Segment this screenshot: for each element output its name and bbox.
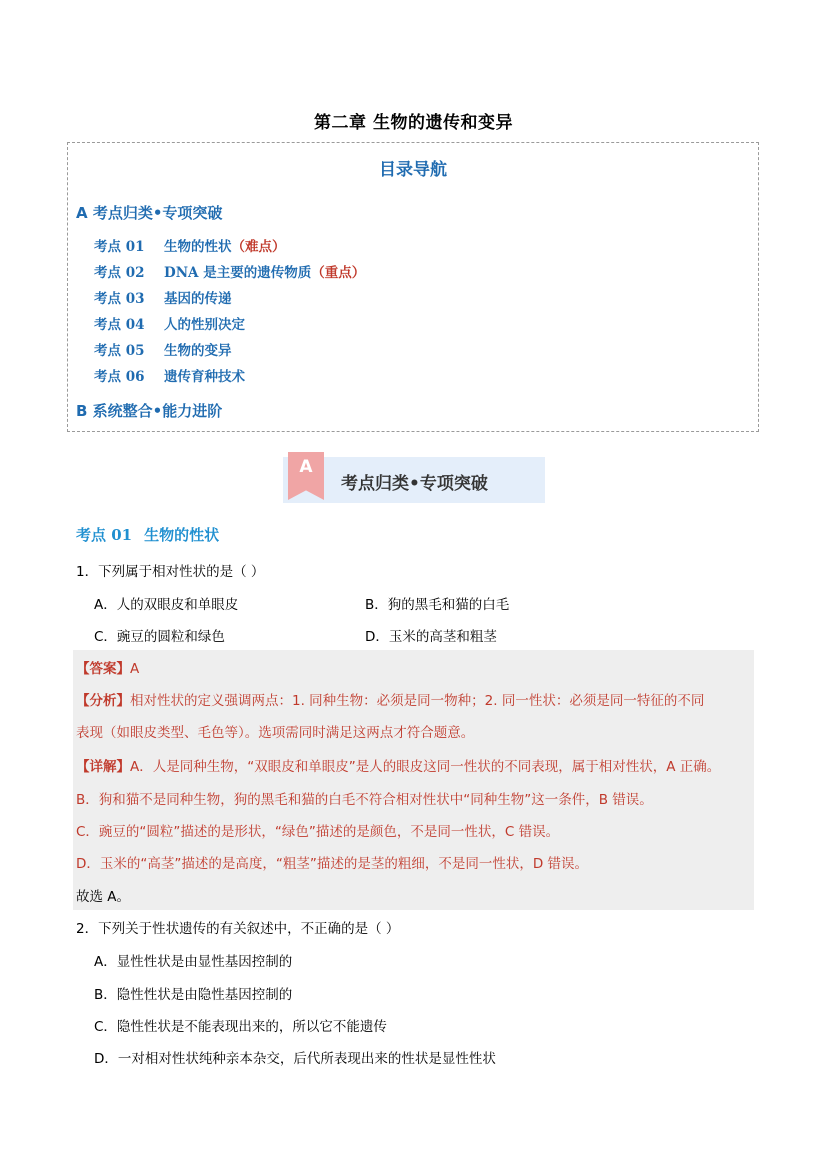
q1-option-d: D．玉米的高茎和粗茎 (365, 629, 497, 645)
page-title: 第二章 生物的遗传和变异 (314, 113, 513, 133)
kp-code: 考点 01 (76, 526, 133, 544)
q2-option-d: D．一对相对性状纯种亲本杂交，后代所表现出来的性状是显性性状 (94, 1051, 496, 1067)
section-banner (283, 452, 545, 504)
q1-option-a: A．人的双眼皮和单眼皮 (94, 597, 239, 613)
toc-item-02[interactable] (94, 261, 365, 281)
toc-item-code: 考点 03 (94, 291, 145, 307)
toc-item-tag: （难点） (231, 239, 286, 255)
question-1-stem: 1．下列属于相对性状的是（ ） (76, 564, 265, 580)
kp-01-title (76, 524, 219, 545)
toc-item-01[interactable] (94, 235, 286, 255)
toc-section-a[interactable]: A 考点归类•专项突破 (76, 204, 223, 222)
toc-item-tag: （重点） (311, 265, 366, 281)
analysis-line-2: 表现（如眼皮类型、毛色等）。选项需同时满足这两点才符合题意。 (76, 725, 475, 741)
answer-value: A (130, 661, 140, 677)
q2-option-b: B．隐性性状是由隐性基因控制的 (94, 987, 293, 1003)
toc-item-03[interactable] (94, 287, 232, 307)
toc-item-code: 考点 01 (94, 239, 145, 255)
analysis-label: 【分析】 (76, 693, 130, 709)
toc-item-text: 人的性别决定 (164, 317, 245, 333)
q1-option-c: C．豌豆的圆粒和绿色 (94, 629, 225, 645)
toc-item-05[interactable] (94, 339, 232, 359)
detail-line-b: B．狗和猫不是同种生物，狗的黑毛和猫的白毛不符合相对性状中“同种生物”这一条件，B 错误。 (76, 792, 653, 808)
q2-option-c: C．隐性性状是不能表现出来的，所以它不能遗传 (94, 1019, 387, 1035)
detail-line-c: C．豌豆的“圆粒”描述的是形状，“绿色”描述的是颜色，不是同一性状，C 错误。 (76, 824, 560, 840)
toc-item-text: 基因的传递 (164, 291, 232, 307)
toc-item-text: DNA 是主要的遗传物质 (164, 265, 312, 281)
toc-item-06[interactable] (94, 365, 245, 385)
q2-option-a: A．显性性状是由显性基因控制的 (94, 954, 293, 970)
toc-item-text: 遗传育种技术 (164, 369, 245, 385)
answer-line (76, 657, 139, 677)
conclusion-line: 故选 A。 (76, 889, 131, 905)
toc-section-b[interactable]: B 系统整合•能力进阶 (76, 402, 223, 420)
toc-box (67, 142, 759, 432)
banner-letter: A (299, 457, 313, 477)
kp-name: 生物的性状 (144, 526, 220, 544)
q1-option-b: B．狗的黑毛和猫的白毛 (365, 597, 510, 613)
toc-item-text: 生物的变异 (164, 343, 232, 359)
toc-item-04[interactable] (94, 313, 245, 333)
banner-title: 考点归类•专项突破 (341, 474, 488, 494)
toc-heading: 目录导航 (379, 160, 447, 180)
toc-item-code: 考点 02 (94, 265, 145, 281)
detail-a: A．人是同种生物，“双眼皮和单眼皮”是人的眼皮这同一性状的不同表现，属于相对性状，A 正确。 (130, 759, 721, 775)
toc-item-code: 考点 04 (94, 317, 145, 333)
analysis-text-1: 相对性状的定义强调两点：1. 同种生物：必须是同一物种；2. 同一性状：必须是同一特征的不同 (130, 693, 705, 709)
detail-line-a (76, 755, 720, 775)
toc-item-code: 考点 06 (94, 369, 145, 385)
detail-label: 【详解】 (76, 759, 130, 775)
toc-item-code: 考点 05 (94, 343, 145, 359)
answer-label: 【答案】 (76, 661, 130, 677)
question-2-stem: 2．下列关于性状遗传的有关叙述中，不正确的是（ ） (76, 921, 400, 937)
detail-line-d: D．玉米的“高茎”描述的是高度，“粗茎”描述的是茎的粗细，不是同一性状，D 错误。 (76, 856, 589, 872)
analysis-line-1 (76, 689, 704, 709)
toc-item-text: 生物的性状 (164, 239, 232, 255)
